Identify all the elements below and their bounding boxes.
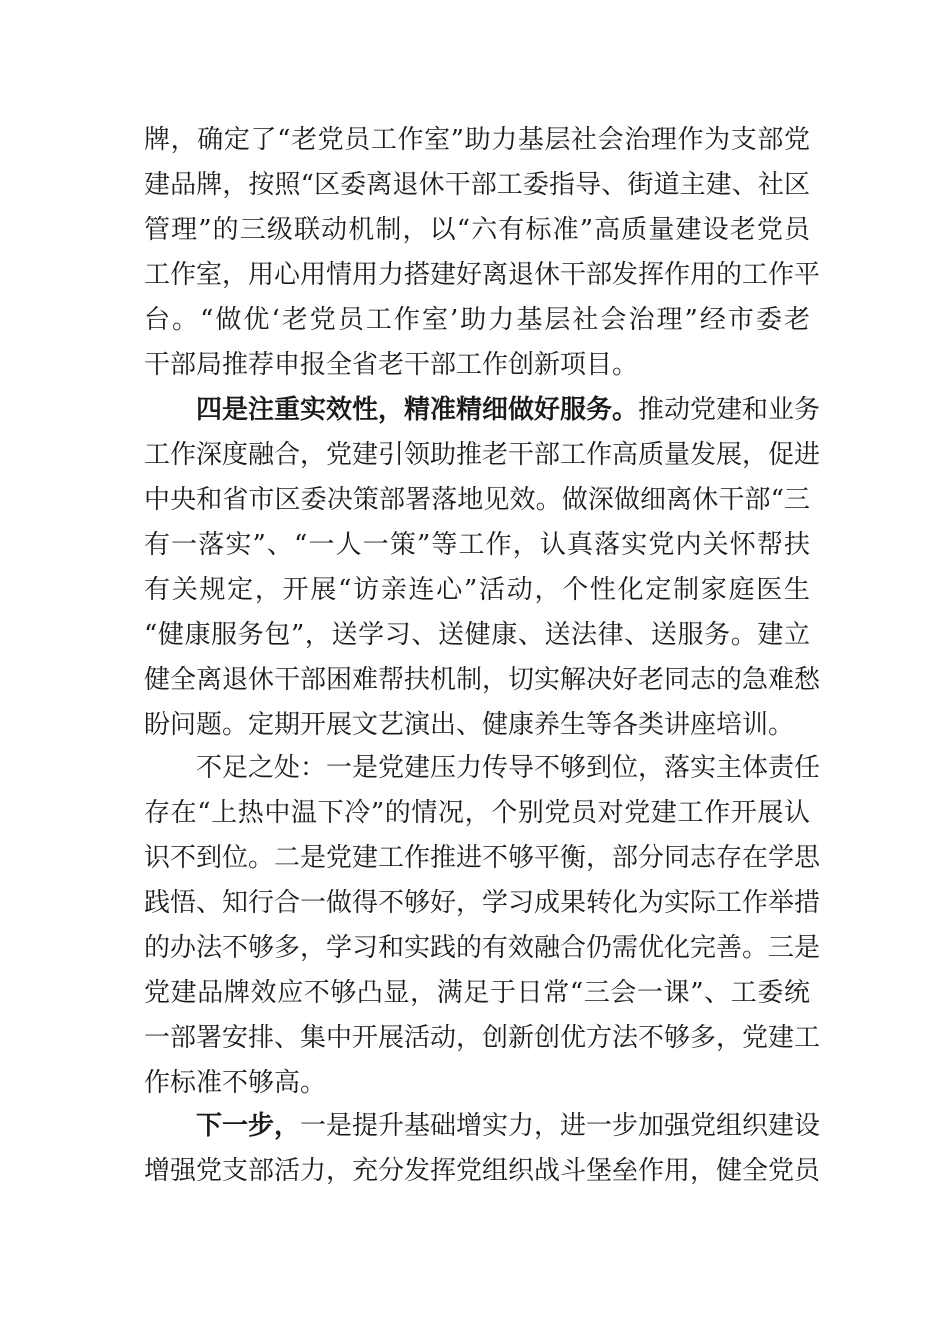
- text-span: 推动党建和业务: [638, 395, 821, 425]
- text-line: 有一落实”、“一人一策”等工作，认真落实党内关怀帮扶: [144, 530, 810, 560]
- text-line: 增强党支部活力，充分发挥党组织战斗堡垒作用，健全党员: [144, 1156, 821, 1186]
- paragraph-4: [144, 1104, 821, 1194]
- text-line: 盼问题。定期开展文艺演出、健康养生等各类讲座培训。: [144, 710, 795, 740]
- paragraph-lead-heading: 下一步，: [196, 1111, 301, 1141]
- text-line: 作标准不够高。: [144, 1068, 327, 1098]
- paragraph-2: [144, 388, 821, 748]
- text-line: 工作室，用心用情用力搭建好离退休干部发挥作用的工作平: [144, 260, 821, 290]
- text-span: 一是提升基础增实力，进一步加强党组织建设: [300, 1111, 821, 1141]
- paragraph-lead-heading: 四是注重实效性，精准精细做好服务。: [196, 395, 639, 425]
- text-line: “健康服务包”，送学习、送健康、送法律、送服务。建立: [144, 620, 810, 650]
- paragraph-1: [144, 118, 821, 388]
- text-line: 党建品牌效应不够凸显，满足于日常“三会一课”、工委统: [144, 978, 810, 1008]
- text-line: 一部署安排、集中开展活动，创新创优方法不够多，党建工: [144, 1023, 821, 1053]
- paragraph-3: [144, 746, 821, 1106]
- text-line: 有关规定，开展“访亲连心”活动，个性化定制家庭医生: [144, 575, 810, 605]
- text-line: 干部局推荐申报全省老干部工作创新项目。: [144, 350, 639, 380]
- text-line: 工作深度融合，党建引领助推老干部工作高质量发展，促进: [144, 440, 821, 470]
- text-line: 践悟、知行合一做得不够好，学习成果转化为实际工作举措: [144, 888, 821, 918]
- text-line: 台。“做优‘老党员工作室’助力基层社会治理”经市委老: [144, 305, 810, 335]
- paragraph-lead-heading: 不足之处：: [196, 753, 327, 783]
- text-line: 建品牌，按照“区委离退休干部工委指导、街道主建、社区: [144, 170, 810, 200]
- text-line: 健全离退休干部困难帮扶机制，切实解决好老同志的急难愁: [144, 665, 821, 695]
- text-line: 管理”的三级联动机制，以“六有标准”高质量建设老党员: [144, 215, 810, 245]
- text-line: 存在“上热中温下冷”的情况，个别党员对党建工作开展认: [144, 798, 810, 828]
- text-line: 中央和省市区委决策部署落地见效。做深做细离休干部“三: [144, 485, 810, 515]
- text-line: [144, 746, 821, 791]
- text-line: [144, 1104, 821, 1149]
- text-span: 一是党建压力传导不够到位，落实主体责任: [326, 753, 821, 783]
- text-line: 的办法不够多，学习和实践的有效融合仍需优化完善。三是: [144, 933, 821, 963]
- text-line: 识不到位。二是党建工作推进不够平衡，部分同志存在学思: [144, 843, 821, 873]
- text-line: [144, 388, 821, 433]
- text-line: 牌，确定了“老党员工作室”助力基层社会治理作为支部党: [144, 125, 810, 155]
